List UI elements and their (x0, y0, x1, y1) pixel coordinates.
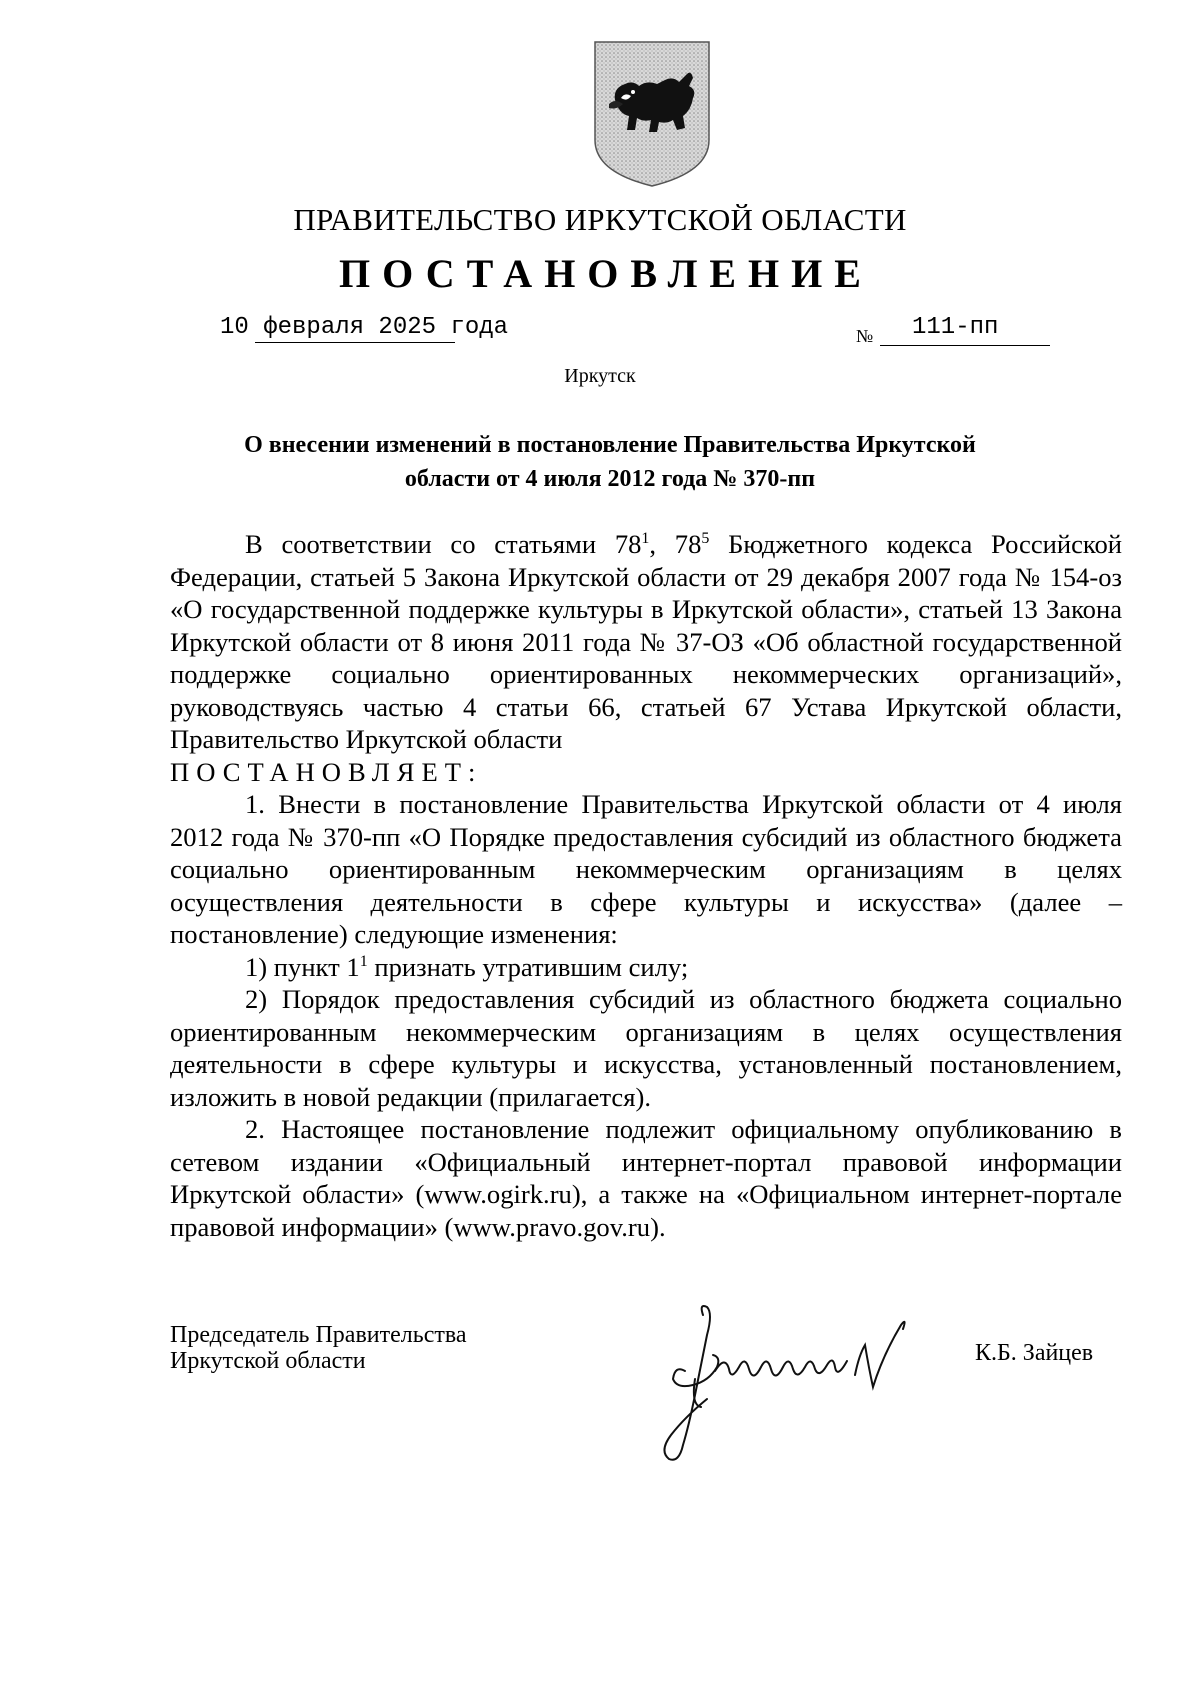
superscript: 5 (701, 530, 710, 547)
preamble-paragraph (170, 528, 1122, 756)
handwritten-signature (655, 1295, 925, 1475)
document-date: 10 февраля 2025 года (220, 314, 509, 341)
preamble-text: , 78 (649, 529, 702, 559)
organization-name: ПРАВИТЕЛЬСТВО ИРКУТСКОЙ ОБЛАСТИ (293, 202, 907, 237)
resolves-heading: ПОСТАНОВЛЯЕТ: (170, 756, 483, 787)
title-line: области от 4 июля 2012 года № 370-пп (404, 466, 816, 492)
signatory-position (170, 1322, 467, 1374)
clause-1-paragraph: 1. Внести в постановление Правительства Иркутской области от 4 июля 2012 года № 370-пп «О Порядке предоставления субсидий из областного бюджета социально ориентированным некоммерческим организациям в целях осуществления деятельности в сфере культуры и искусства» (далее – постановление) следующие изменения: (170, 789, 1122, 949)
preamble-text: Бюджетного кодекса Российской Федерации, статьей 5 Закона Иркутской области от 29 декабря 2007 года № 154-оз «О государственной поддержке культуры в Иркутской области», статьей 13 Закона Иркутской области от 8 июня 2011 года № 37-ОЗ «Об областной государственной поддержке социально ориентированных некоммерческих организаций», руководствуясь частью 4 статьи 66, статьей 67 Устава Иркутской области, Правительство Иркутской области (170, 529, 1123, 754)
superscript: 1 (359, 952, 368, 970)
subclause-1-paragraph (170, 951, 1122, 984)
superscript: 1 (641, 530, 650, 547)
coat-of-arms-emblem (593, 40, 711, 188)
subclause-2-paragraph: 2) Порядок предоставления субсидий из областного бюджета социально ориентированным некоммерческим организациям в целях осуществления деятельности в сфере культуры и искусства, установленный постановлением, изложить в новой редакции (прилагается). (170, 984, 1122, 1112)
date-underline (255, 342, 455, 343)
document-number: 111-пп (912, 314, 999, 341)
number-underline (880, 345, 1050, 346)
document-title (170, 428, 1050, 496)
title-line: О внесении изменений в постановление Правительства Иркутской (244, 432, 976, 458)
number-sign: № (856, 326, 874, 346)
subclause-text: признать утратившим силу; (367, 951, 689, 982)
document-body (170, 528, 1122, 1243)
position-line: Иркутской области (170, 1348, 366, 1374)
preamble-text: В соответствии со статьями 78 (245, 529, 642, 559)
city: Иркутск (564, 365, 636, 387)
position-line: Председатель Правительства (170, 1322, 467, 1348)
document-type: ПОСТАНОВЛЕНИЕ (339, 251, 873, 296)
subclause-text: 1) пункт 1 (245, 951, 360, 982)
clause-2-paragraph: 2. Настоящее постановление подлежит официальному опубликованию в сетевом издании «Официальный интернет-портал правовой информации Иркутской области» (www.ogirk.ru), а также на «Официальном интернет-портале правовой информации» (www.pravo.gov.ru). (170, 1114, 1122, 1242)
signatory-name: К.Б. Зайцев (975, 1340, 1094, 1366)
